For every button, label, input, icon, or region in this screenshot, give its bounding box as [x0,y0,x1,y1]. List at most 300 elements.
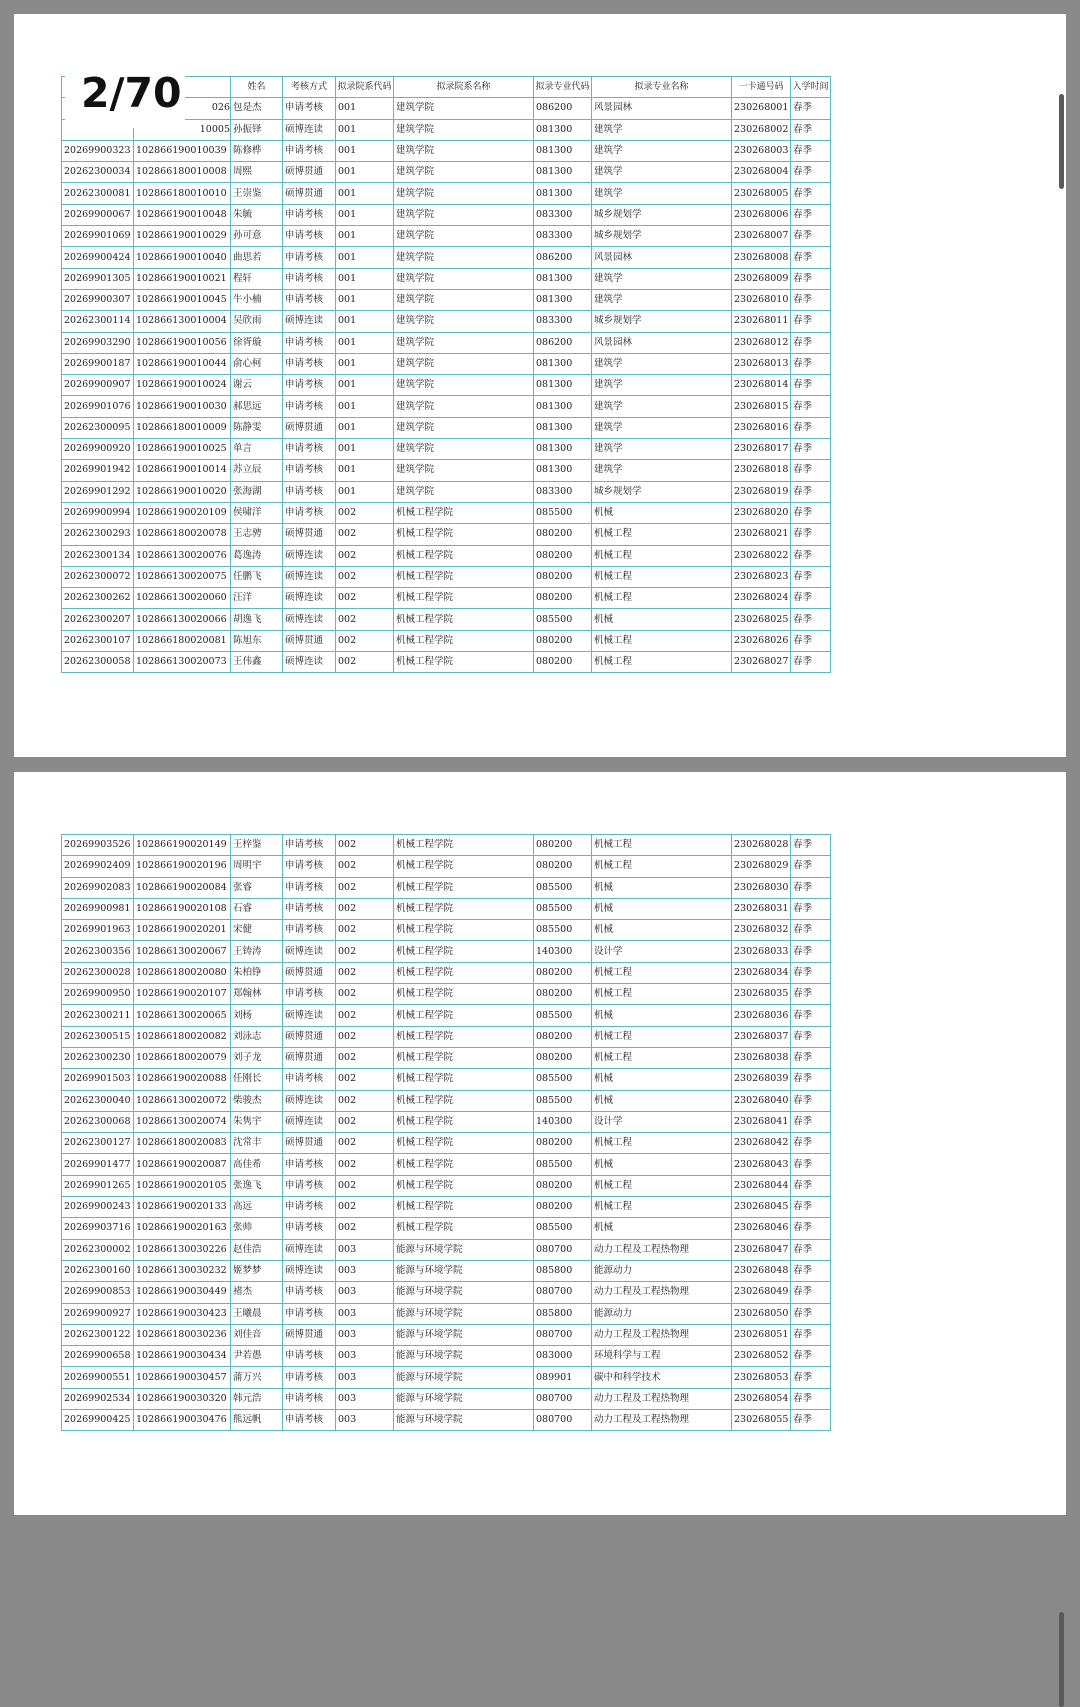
table-cell: 机械 [592,1069,732,1090]
table-cell: 王梓鉴 [231,835,283,856]
table-row [62,962,831,983]
table-cell: 001 [336,98,394,119]
table-cell: 230268050 [732,1303,791,1324]
table-cell: 硕博贯通 [283,162,336,183]
table-cell: 230268037 [732,1026,791,1047]
table-cell: 高佳希 [231,1154,283,1175]
table-cell: 建筑学 [592,289,732,310]
table-cell: 002 [336,962,394,983]
table-cell: 申请考核 [283,204,336,225]
table-cell: 20269900425 [62,1410,134,1431]
table-cell: 春季 [791,460,831,481]
table-cell: 081300 [534,460,592,481]
table-cell: 230268024 [732,588,791,609]
table-cell: 20269903290 [62,332,134,353]
table-cell: 硕博贯通 [283,524,336,545]
table-cell: 申请考核 [283,140,336,161]
table-cell: 机械 [592,1218,732,1239]
table-cell: 20269900243 [62,1197,134,1218]
table-cell: 002 [336,609,394,630]
table-cell: 侯啸洋 [231,502,283,523]
table-cell: 102866190010014 [134,460,231,481]
table-cell: 20262300262 [62,588,134,609]
table-cell: 102866190010024 [134,375,231,396]
table-cell: 002 [336,545,394,566]
table-cell: 026 [134,98,231,119]
table-cell: 申请考核 [283,1388,336,1409]
table-cell: 102866190030457 [134,1367,231,1388]
table-cell: 102866190020087 [134,1154,231,1175]
table-cell: 10005 [134,119,231,140]
table-cell: 春季 [791,1005,831,1026]
table-cell: 硕博连读 [283,545,336,566]
table-cell: 硕博连读 [283,311,336,332]
table-cell: 建筑学 [592,119,732,140]
table-cell: 081300 [534,396,592,417]
table-cell: 春季 [791,268,831,289]
table-cell: 080200 [534,962,592,983]
table-cell: 083300 [534,226,592,247]
table-cell: 102866130020060 [134,588,231,609]
table-cell: 20262300356 [62,941,134,962]
table-cell: 20262300211 [62,1005,134,1026]
table-cell: 建筑学院 [394,162,534,183]
table-cell: 春季 [791,375,831,396]
table-cell: 机械工程 [592,984,732,1005]
table-cell: 硕博贯通 [283,962,336,983]
table-cell: 张海湖 [231,481,283,502]
table-cell: 申请考核 [283,1367,336,1388]
table-cell: 20262300081 [62,183,134,204]
table-cell: 230268034 [732,962,791,983]
table-cell: 102866190020107 [134,984,231,1005]
table-cell: 20262300107 [62,630,134,651]
table-cell: 姬梦梦 [231,1260,283,1281]
table-cell: 春季 [791,984,831,1005]
table-cell: 春季 [791,545,831,566]
table-cell: 动力工程及工程热物理 [592,1410,732,1431]
table-cell: 102866190020108 [134,898,231,919]
table-cell: 申请考核 [283,502,336,523]
table-cell: 申请考核 [283,353,336,374]
table-cell: 春季 [791,1282,831,1303]
table-row [62,877,831,898]
table-cell: 春季 [791,1133,831,1154]
table-cell: 朱毓 [231,204,283,225]
table-cell: 机械工程学院 [394,566,534,587]
table-cell: 机械 [592,877,732,898]
table-cell: 230268043 [732,1154,791,1175]
table-cell: 102866180020078 [134,524,231,545]
table-cell: 230268002 [732,119,791,140]
table-cell: 230268004 [732,162,791,183]
table-cell: 春季 [791,1410,831,1431]
table-cell: 陈旭东 [231,630,283,651]
table-cell: 能源与环境学院 [394,1239,534,1260]
table-cell: 动力工程及工程热物理 [592,1282,732,1303]
table-cell: 102866190020105 [134,1175,231,1196]
table-row [62,481,831,502]
table-cell: 春季 [791,1367,831,1388]
table-cell: 230268009 [732,268,791,289]
column-header: 考核方式 [283,77,336,98]
table-cell: 102866190010044 [134,353,231,374]
table-cell: 申请考核 [283,396,336,417]
table-cell: 机械 [592,1005,732,1026]
table-cell: 机械工程学院 [394,877,534,898]
table-cell: 20262300028 [62,962,134,983]
table-cell: 碳中和科学技术 [592,1367,732,1388]
table-cell: 春季 [791,1090,831,1111]
table-cell: 王崇鉴 [231,183,283,204]
table-cell: 102866190010040 [134,247,231,268]
table-cell: 硕博贯通 [283,1324,336,1345]
table-cell: 硕博连读 [283,652,336,673]
table-cell: 230268039 [732,1069,791,1090]
table-cell: 刘杨 [231,1005,283,1026]
table-cell: 102866190030423 [134,1303,231,1324]
table-cell: 机械工程 [592,630,732,651]
table-cell: 085500 [534,609,592,630]
table-cell: 102866180020083 [134,1133,231,1154]
table-cell: 002 [336,1154,394,1175]
table-cell: 建筑学 [592,417,732,438]
table-cell: 包是杰 [231,98,283,119]
table-row [62,439,831,460]
table-cell: 建筑学院 [394,119,534,140]
table-cell: 230268027 [732,652,791,673]
table-cell: 102866130020065 [134,1005,231,1026]
table-cell: 002 [336,1133,394,1154]
table-cell: 申请考核 [283,375,336,396]
table-cell: 机械工程 [592,856,732,877]
table-cell: 春季 [791,1260,831,1281]
table-cell: 20269901963 [62,920,134,941]
table-cell: 建筑学院 [394,226,534,247]
table-row [62,375,831,396]
table-cell: 20269900927 [62,1303,134,1324]
table-cell: 001 [336,353,394,374]
table-cell: 韩元浩 [231,1388,283,1409]
table-cell: 周明宇 [231,856,283,877]
table-row [62,1324,831,1345]
table-cell: 刘子龙 [231,1047,283,1068]
table-row [62,1111,831,1132]
table-cell: 建筑学院 [394,396,534,417]
table-cell: 春季 [791,417,831,438]
table-cell: 建筑学院 [394,460,534,481]
table-cell: 尹若愚 [231,1346,283,1367]
table-row [62,1154,831,1175]
table-cell: 能源动力 [592,1303,732,1324]
table-cell: 085500 [534,1069,592,1090]
table-cell: 机械工程学院 [394,502,534,523]
table-cell: 申请考核 [283,835,336,856]
table-cell: 001 [336,332,394,353]
table-cell: 20269900187 [62,353,134,374]
table-cell: 003 [336,1346,394,1367]
table-cell: 动力工程及工程热物理 [592,1388,732,1409]
table-row [62,417,831,438]
table-cell: 胡逸飞 [231,609,283,630]
table-cell: 102866190030320 [134,1388,231,1409]
table-cell: 春季 [791,353,831,374]
table-cell: 申请考核 [283,1154,336,1175]
table-cell: 建筑学 [592,460,732,481]
table-cell: 20262300134 [62,545,134,566]
table-cell: 春季 [791,1069,831,1090]
table-cell: 申请考核 [283,1218,336,1239]
table-cell: 机械 [592,1154,732,1175]
table-cell: 230268047 [732,1239,791,1260]
table-row [62,652,831,673]
table-cell: 230268055 [732,1410,791,1431]
table-cell: 建筑学院 [394,247,534,268]
table-cell: 002 [336,630,394,651]
table-cell: 102866190020133 [134,1197,231,1218]
table-cell: 20269900323 [62,140,134,161]
table-cell: 机械工程学院 [394,1047,534,1068]
table-cell: 230268011 [732,311,791,332]
table-cell: 002 [336,566,394,587]
table-cell: 任刚长 [231,1069,283,1090]
table-cell: 102866190020084 [134,877,231,898]
table-cell: 建筑学 [592,183,732,204]
table-cell: 001 [336,162,394,183]
table-cell: 20269900950 [62,984,134,1005]
table-cell: 002 [336,1069,394,1090]
table-cell: 曲思若 [231,247,283,268]
table-cell: 002 [336,856,394,877]
table-cell: 20262300002 [62,1239,134,1260]
table-row [62,984,831,1005]
table-cell: 能源与环境学院 [394,1260,534,1281]
table-row [62,609,831,630]
table-cell: 086200 [534,98,592,119]
table-cell: 申请考核 [283,439,336,460]
table-cell: 230268021 [732,524,791,545]
table-cell: 230268035 [732,984,791,1005]
table-cell: 230268029 [732,856,791,877]
table-cell: 080200 [534,1197,592,1218]
table-cell: 20262300127 [62,1133,134,1154]
table-cell: 20269900994 [62,502,134,523]
table-cell: 宋健 [231,920,283,941]
table-cell: 葛逸涛 [231,545,283,566]
table-cell: 102866130020067 [134,941,231,962]
admission-table-page-2 [61,834,831,1431]
table-cell: 牛小楠 [231,289,283,310]
table-cell: 春季 [791,311,831,332]
table-cell: 085500 [534,1090,592,1111]
table-cell: 机械工程学院 [394,652,534,673]
table-row [62,289,831,310]
table-cell: 001 [336,439,394,460]
table-cell: 20269900907 [62,375,134,396]
table-cell: 硕博贯通 [283,1133,336,1154]
table-cell: 机械工程学院 [394,1069,534,1090]
table-cell: 002 [336,877,394,898]
table-cell: 085500 [534,1218,592,1239]
table-row [62,247,831,268]
table-cell: 080200 [534,566,592,587]
table-row [62,353,831,374]
column-header: 一卡通号码 [732,77,791,98]
table-cell: 102866190020109 [134,502,231,523]
table-cell: 20269903716 [62,1218,134,1239]
table-row [62,856,831,877]
table-cell: 程轩 [231,268,283,289]
table-cell: 春季 [791,609,831,630]
table-cell: 硕博连读 [283,119,336,140]
table-row [62,1282,831,1303]
scrollbar-thumb[interactable] [1059,1612,1064,1707]
table-cell: 单言 [231,439,283,460]
table-cell: 230268052 [732,1346,791,1367]
table-cell: 20269900424 [62,247,134,268]
table-row [62,162,831,183]
table-cell: 102866180020080 [134,962,231,983]
table-cell: 春季 [791,204,831,225]
table-cell: 085800 [534,1303,592,1324]
table-cell: 春季 [791,247,831,268]
table-cell: 建筑学院 [394,332,534,353]
table-cell: 230268016 [732,417,791,438]
table-cell: 230268036 [732,1005,791,1026]
table-cell: 机械工程学院 [394,545,534,566]
table-cell: 102866190020196 [134,856,231,877]
table-cell: 20269900551 [62,1367,134,1388]
table-cell: 080700 [534,1239,592,1260]
pdf-page-2 [14,772,1066,1515]
table-cell: 20269902409 [62,856,134,877]
table-cell: 230268008 [732,247,791,268]
table-cell: 002 [336,1175,394,1196]
table-cell: 能源与环境学院 [394,1303,534,1324]
table-cell: 001 [336,460,394,481]
table-cell: 20269901942 [62,460,134,481]
table-row [62,524,831,545]
table-cell: 080700 [534,1324,592,1345]
table-row [62,1133,831,1154]
table-cell: 春季 [791,502,831,523]
table-cell: 230268026 [732,630,791,651]
table-cell: 苏立辰 [231,460,283,481]
table-cell: 230268003 [732,140,791,161]
table-cell: 机械工程学院 [394,984,534,1005]
table-cell: 002 [336,941,394,962]
table-cell: 申请考核 [283,1282,336,1303]
table-row [62,1069,831,1090]
table-cell: 230268018 [732,460,791,481]
table-cell: 081300 [534,183,592,204]
table-cell: 080200 [534,652,592,673]
table-cell: 春季 [791,1218,831,1239]
table-cell: 建筑学院 [394,375,534,396]
table-cell: 102866190010039 [134,140,231,161]
table-cell: 机械工程 [592,1047,732,1068]
scrollbar-thumb[interactable] [1059,94,1064,189]
table-row [62,630,831,651]
table-cell: 建筑学 [592,140,732,161]
table-cell: 230268010 [732,289,791,310]
table-cell: 102866190030476 [134,1410,231,1431]
table-cell: 102866190010021 [134,268,231,289]
table-cell: 140300 [534,1111,592,1132]
table-cell: 230268020 [732,502,791,523]
table-cell: 春季 [791,566,831,587]
table-row [62,1175,831,1196]
table-cell: 081300 [534,417,592,438]
table-cell: 机械工程 [592,962,732,983]
table-cell: 20262300068 [62,1111,134,1132]
admission-table-page-1 [61,76,831,673]
table-cell: 003 [336,1388,394,1409]
table-cell: 20262300230 [62,1047,134,1068]
table-cell: 230268013 [732,353,791,374]
table-cell: 085500 [534,1005,592,1026]
table-cell: 春季 [791,140,831,161]
table-cell: 20269902083 [62,877,134,898]
table-cell: 硕博贯通 [283,1026,336,1047]
table-cell: 002 [336,524,394,545]
column-header: 拟录专业名称 [592,77,732,98]
table-cell: 102866130030226 [134,1239,231,1260]
table-cell: 春季 [791,183,831,204]
table-cell: 申请考核 [283,984,336,1005]
table-cell: 熊远帆 [231,1410,283,1431]
table-cell: 083300 [534,481,592,502]
table-cell: 230268014 [732,375,791,396]
table-cell: 机械工程学院 [394,1154,534,1175]
table-cell: 郑翰林 [231,984,283,1005]
table-cell: 春季 [791,98,831,119]
table-cell: 孙振铎 [231,119,283,140]
table-cell: 春季 [791,162,831,183]
table-cell: 230268046 [732,1218,791,1239]
table-cell: 春季 [791,1047,831,1068]
table-cell: 春季 [791,1239,831,1260]
table-cell: 102866190010056 [134,332,231,353]
table-cell: 风景园林 [592,332,732,353]
table-cell: 081300 [534,375,592,396]
table-cell: 机械工程学院 [394,1197,534,1218]
table-cell: 能源与环境学院 [394,1324,534,1345]
table-cell: 002 [336,1090,394,1111]
table-cell: 20269903526 [62,835,134,856]
table-cell: 20269900853 [62,1282,134,1303]
table-cell: 002 [336,1218,394,1239]
table-cell: 机械工程 [592,545,732,566]
table-cell: 083300 [534,204,592,225]
table-cell: 102866190010020 [134,481,231,502]
table-cell: 蒲万兴 [231,1367,283,1388]
table-cell: 002 [336,1111,394,1132]
table-cell: 环境科学与工程 [592,1346,732,1367]
table-cell: 春季 [791,396,831,417]
table-cell: 081300 [534,268,592,289]
table-cell: 20262300095 [62,417,134,438]
table-cell: 002 [336,920,394,941]
table-cell: 230268045 [732,1197,791,1218]
table-cell: 申请考核 [283,898,336,919]
table-cell: 柴骏杰 [231,1090,283,1111]
table-cell: 081300 [534,289,592,310]
table-cell: 申请考核 [283,226,336,247]
table-cell: 085500 [534,1154,592,1175]
table-cell: 能源与环境学院 [394,1367,534,1388]
table-cell: 230268005 [732,183,791,204]
